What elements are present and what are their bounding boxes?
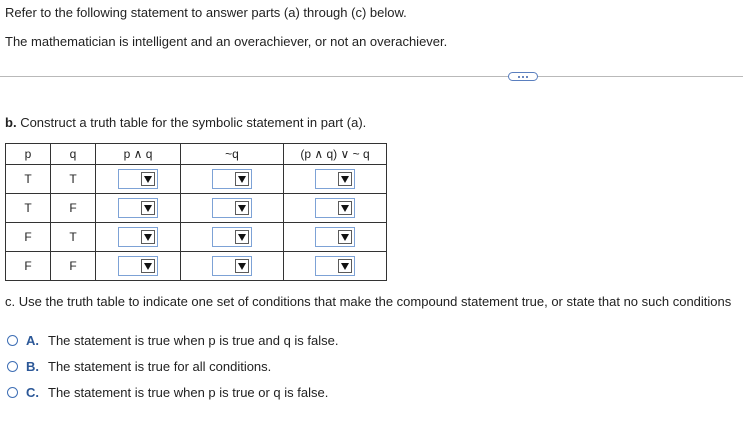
option-letter: A. bbox=[26, 333, 39, 348]
dropdown-arrow-icon bbox=[141, 201, 155, 215]
truth-value-dropdown[interactable] bbox=[315, 198, 355, 218]
truth-value-dropdown[interactable] bbox=[118, 198, 158, 218]
truth-value-dropdown[interactable] bbox=[212, 198, 252, 218]
cell-compound bbox=[284, 165, 387, 194]
truth-value-dropdown[interactable] bbox=[315, 256, 355, 276]
option-text: The statement is true when p is true and q is false. bbox=[48, 333, 339, 348]
cell-compound bbox=[284, 194, 387, 223]
option-text: The statement is true for all conditions. bbox=[48, 359, 272, 374]
truth-value-dropdown[interactable] bbox=[118, 169, 158, 189]
option-b[interactable] bbox=[7, 359, 271, 374]
statement-text: The mathematician is intelligent and an overachiever, or not an overachiever. bbox=[5, 34, 448, 49]
dropdown-arrow-icon bbox=[235, 201, 249, 215]
dropdown-arrow-icon bbox=[338, 259, 352, 273]
truth-value-dropdown[interactable] bbox=[315, 169, 355, 189]
cell-p-and-q bbox=[96, 165, 181, 194]
option-c[interactable] bbox=[7, 385, 328, 400]
cell-q: F bbox=[51, 194, 96, 223]
cell-not-q bbox=[181, 223, 284, 252]
truth-value-dropdown[interactable] bbox=[118, 227, 158, 247]
ellipsis-icon bbox=[522, 76, 524, 78]
cell-not-q bbox=[181, 252, 284, 281]
dropdown-arrow-icon bbox=[338, 172, 352, 186]
ellipsis-icon bbox=[518, 76, 520, 78]
cell-q: T bbox=[51, 165, 96, 194]
truth-value-dropdown[interactable] bbox=[315, 227, 355, 247]
expand-more-button[interactable] bbox=[508, 72, 538, 81]
truth-value-dropdown[interactable] bbox=[118, 256, 158, 276]
header-p: p bbox=[6, 144, 51, 165]
option-letter: C. bbox=[26, 385, 39, 400]
radio-button[interactable] bbox=[7, 335, 18, 346]
cell-p-and-q bbox=[96, 223, 181, 252]
dropdown-arrow-icon bbox=[338, 201, 352, 215]
truth-value-dropdown[interactable] bbox=[212, 256, 252, 276]
truth-value-dropdown[interactable] bbox=[212, 227, 252, 247]
table-row bbox=[6, 252, 387, 281]
radio-button[interactable] bbox=[7, 387, 18, 398]
header-q: q bbox=[51, 144, 96, 165]
header-not-q: ~q bbox=[181, 144, 284, 165]
truth-table bbox=[5, 143, 387, 281]
radio-button[interactable] bbox=[7, 361, 18, 372]
header-p-and-q: p ∧ q bbox=[96, 144, 181, 165]
cell-p-and-q bbox=[96, 194, 181, 223]
dropdown-arrow-icon bbox=[235, 259, 249, 273]
dropdown-arrow-icon bbox=[235, 172, 249, 186]
cell-q: T bbox=[51, 223, 96, 252]
intro-text: Refer to the following statement to answer parts (a) through (c) below. bbox=[5, 5, 407, 20]
table-row bbox=[6, 165, 387, 194]
table-row bbox=[6, 223, 387, 252]
dropdown-arrow-icon bbox=[141, 230, 155, 244]
part-b-label: b. bbox=[5, 115, 17, 130]
ellipsis-icon bbox=[526, 76, 528, 78]
cell-p: F bbox=[6, 223, 51, 252]
cell-p: T bbox=[6, 194, 51, 223]
section-divider bbox=[0, 76, 743, 77]
cell-p-and-q bbox=[96, 252, 181, 281]
cell-not-q bbox=[181, 194, 284, 223]
part-c-prompt: c. Use the truth table to indicate one set of conditions that make the compound statement true, or state that no such conditions bbox=[5, 294, 732, 309]
part-b-prompt bbox=[5, 115, 366, 130]
truth-value-dropdown[interactable] bbox=[212, 169, 252, 189]
dropdown-arrow-icon bbox=[141, 259, 155, 273]
cell-compound bbox=[284, 252, 387, 281]
table-row bbox=[6, 194, 387, 223]
cell-p: F bbox=[6, 252, 51, 281]
part-b-text: Construct a truth table for the symbolic statement in part (a). bbox=[20, 115, 367, 130]
dropdown-arrow-icon bbox=[338, 230, 352, 244]
dropdown-arrow-icon bbox=[141, 172, 155, 186]
cell-q: F bbox=[51, 252, 96, 281]
dropdown-arrow-icon bbox=[235, 230, 249, 244]
cell-p: T bbox=[6, 165, 51, 194]
table-header-row bbox=[6, 144, 387, 165]
option-a[interactable] bbox=[7, 333, 338, 348]
cell-not-q bbox=[181, 165, 284, 194]
cell-compound bbox=[284, 223, 387, 252]
option-letter: B. bbox=[26, 359, 39, 374]
header-compound: (p ∧ q) ∨ ~ q bbox=[284, 144, 387, 165]
option-text: The statement is true when p is true or q is false. bbox=[48, 385, 329, 400]
